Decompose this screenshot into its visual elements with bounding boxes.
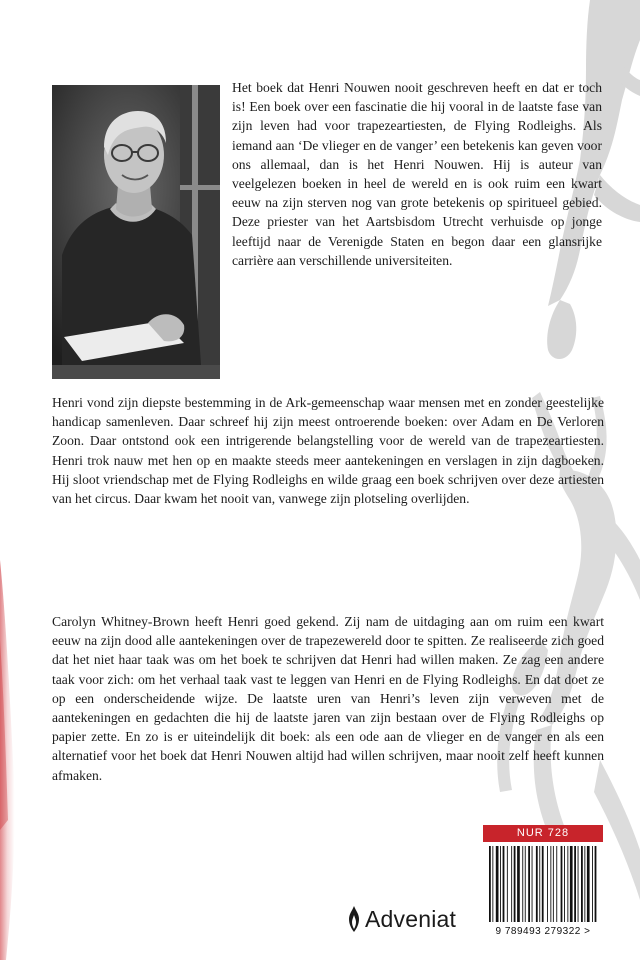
barcode-bars bbox=[483, 842, 603, 924]
intro-paragraph: Het boek dat Henri Nouwen nooit geschreven heeft en dat er toch is! Een boek over een fascinatie die hij vooral in de laatste fase van zijn leven had voor trapezeartiesten, de Flying Rodleighs. Als iemand aan ‘De vlieger en de vanger’ een betekenis kan geven voor ons allemaal, dan is het Henri Nouwen. Hij is auteur van veelgelezen boeken in heel de wereld en is ook ruim een kwart eeuw na zijn sterven nog van grote betekenis op spiritueel gebied. Deze priester van het Aartsbisdom Utrecht verhuisde op jonge leeftijd naar de Verenigde Staten en begon daar een glansrijke carrière aan verschillende universiteiten. bbox=[232, 80, 602, 268]
ark-paragraph: Henri vond zijn diepste bestemming in de Ark-gemeenschap waar mensen met en zonder geestelijke handicap samenleven. Daar schreef hij zijn meest ontroerende boeken: over Adam en De Verloren Zoon. Daar ontstond ook een intrigerende belangstelling voor de wereld van de trapezeartiesten. Henri trok nauw met hen op en maakte steeds meer aantekeningen en verslagen in zijn dagboeken. Hij sloot vriendschap met de Flying Rodleighs en wilde graag een boek schrijven over deze artiesten van het circus. Daar kwam het nooit van, vanwege zijn plotseling overlijden. bbox=[52, 395, 604, 507]
author-photo bbox=[52, 85, 220, 379]
publisher-logo bbox=[347, 904, 456, 934]
carolyn-paragraph: Carolyn Whitney-Brown heeft Henri goed gekend. Zij nam de uitdaging aan om ruim een kwart eeuw na zijn dood alle aantekeningen over de trapezewereld door te spitten. Ze realiseerde zich goed dat het niet haar taak was om het boek te schrijven dat Henri had willen maken. Ze zag een andere taak voor zich: om het verhaal taak vast te leggen van Henri en de Flying Rodleighs. En dat doet ze op een onderscheidende wijze. De laatste uren van Henri’s leven zijn verweven met de aantekeningen en gedachten die hij de laatste jaren van zijn bestaan over de Flying Rodleighs op papier zette. En zo is er uiteindelijk dit boek: als een ode aan de vlieger en de vanger en als een alternatief voor het boek dat Henri Nouwen altijd had willen schrijven, maar nooit zelf heeft kunnen afmaken. bbox=[52, 614, 604, 783]
nur-label: NUR 728 bbox=[483, 825, 603, 842]
isbn-number: 9 789493 279322 > bbox=[495, 926, 591, 937]
adveniat-flame-icon bbox=[347, 906, 361, 932]
publisher-name: Adveniat bbox=[365, 905, 457, 932]
